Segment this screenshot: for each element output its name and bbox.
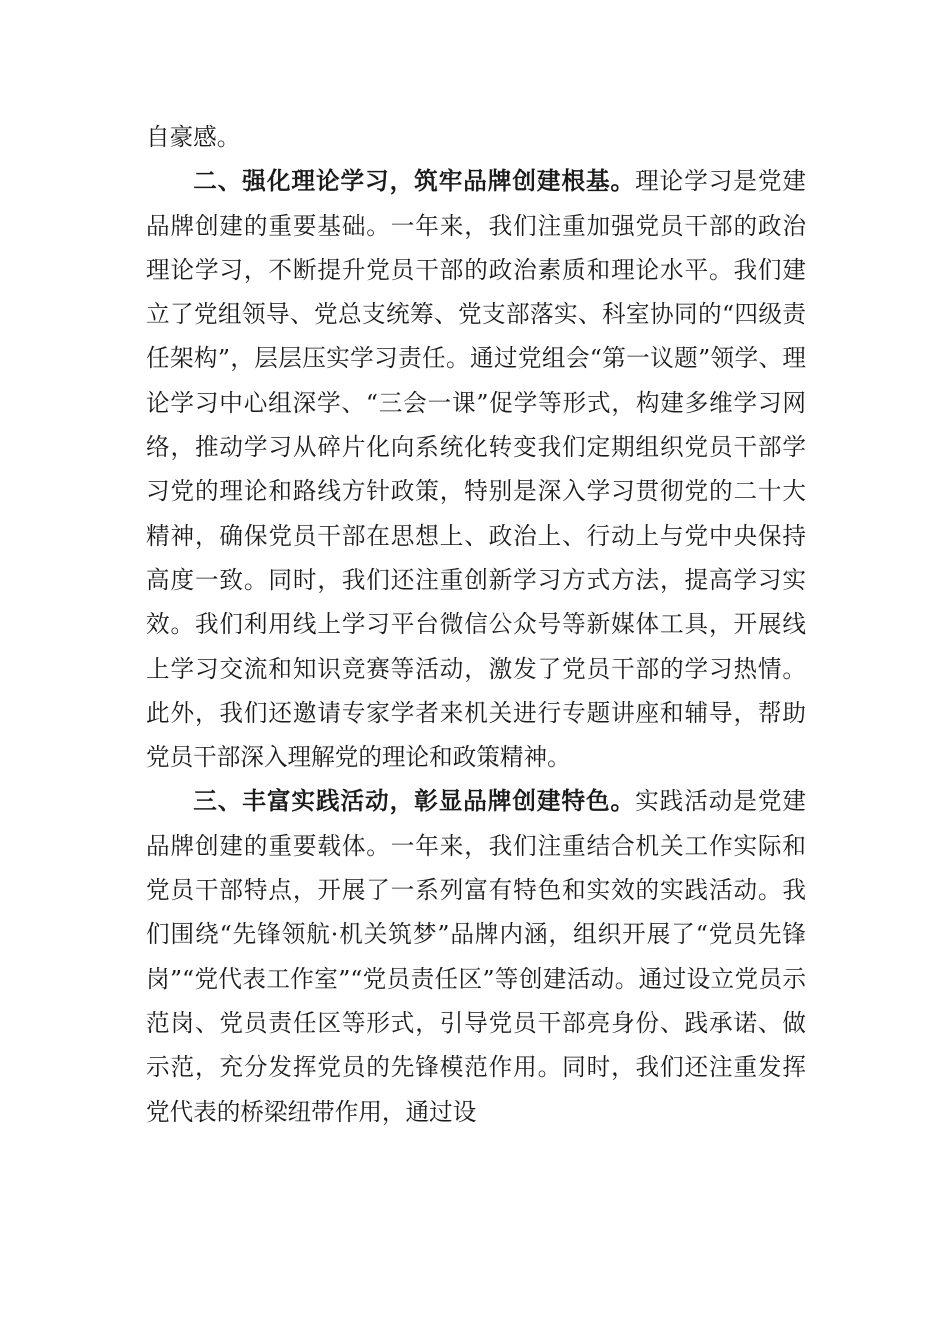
paragraph-text: 理论学习是党建品牌创建的重要基础。一年来，我们注重加强党员干部的政治理论学习，不断提升党员干部的政治素质和理论水平。我们建立了党组领导、党总支统筹、党支部落实、科室协同的“四级责任架构”，层层压实学习责任。通过党组会“第一议题”领学、理论学习中心组深学、“三会一课”促学等形式，构建多维学习网络，推动学习从碎片化向系统化转变我们定期组织党员干部学习党的理论和路线方针政策，特别是深入学习贯彻党的二十大精神，确保党员干部在思想上、政治上、行动上与党中央保持高度一致。同时，我们还注重创新学习方式方法，提高学习实效。我们利用线上学习平台微信公众号等新媒体工具，开展线上学习交流和知识竞赛等活动，激发了党员干部的学习热情。此外，我们还邀请专家学者来机关进行专题讲座和辅导，帮助党员干部深入理解党的理论和政策精神。 [146,167,807,772]
paragraph-text: 实践活动是党建品牌创建的重要载体。一年来，我们注重结合机关工作实际和党员干部特点，开展了一系列富有特色和实效的实践活动。我们围绕“先锋领航·机关筑梦”品牌内涵，组织开展了“党员先锋岗”“党代表工作室”“党员责任区”等创建活动。通过设立党员示范岗、党员责任区等形式，引导党员干部亮身份、践承诺、做示范，充分发挥党员的先锋模范作用。同时，我们还注重发挥党代表的桥梁纽带作用，通过设 [146,787,807,1126]
paragraph-text: 自豪感。 [146,123,241,151]
paragraph-section-three [146,779,806,1133]
section-heading: 二、强化理论学习，筑牢品牌创建根基。 [193,167,636,196]
paragraph-section-two [146,159,806,779]
section-heading: 三、丰富实践活动，彰显品牌创建特色。 [193,787,636,816]
document-page [146,115,806,1134]
paragraph-continuation [146,115,806,159]
